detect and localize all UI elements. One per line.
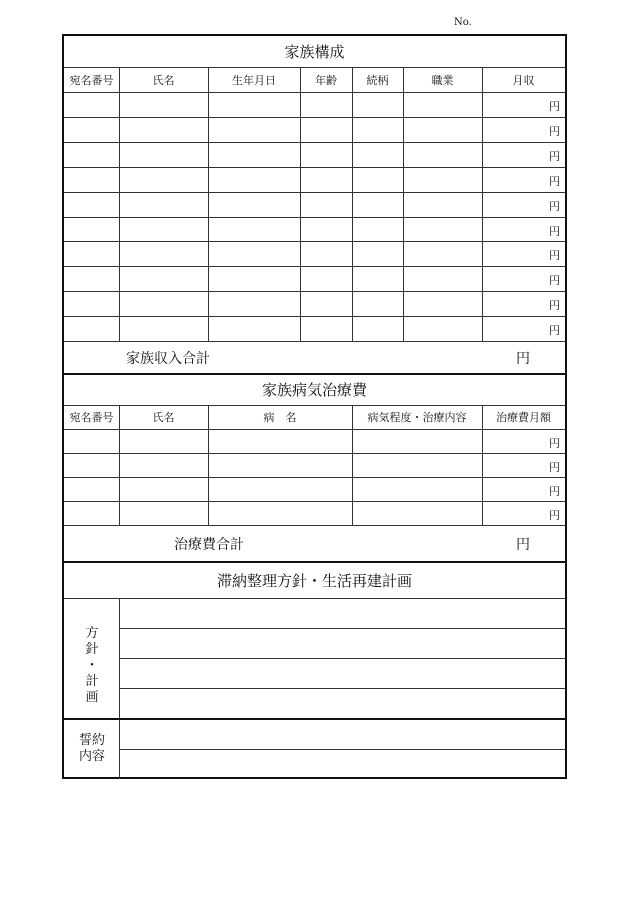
table-row-divider <box>64 477 565 478</box>
table-row-divider <box>64 192 565 193</box>
family-section-title: 家族構成 <box>284 43 345 61</box>
medical-cost-total-unit: 円 <box>516 537 530 553</box>
table-row-divider <box>64 92 565 93</box>
policy-plan-label: 方 針 ・ 計 画 <box>85 626 99 705</box>
yen-suffix: 円 <box>549 174 560 188</box>
tax-arrears-form <box>62 34 567 779</box>
table-row-divider <box>64 217 565 218</box>
table-row-divider <box>64 291 565 292</box>
divider <box>64 341 565 342</box>
family-col-age: 年齢 <box>315 73 337 87</box>
divider <box>119 67 120 341</box>
divider <box>64 598 565 599</box>
medical-col-address-no: 宛名番号 <box>69 411 114 424</box>
divider <box>352 405 353 525</box>
family-col-monthly-income: 月収 <box>512 73 535 87</box>
medical-col-name: 氏名 <box>152 411 175 424</box>
writing-line <box>119 658 565 659</box>
plan-section-title: 滞納整理方針・生活再建計画 <box>216 571 412 590</box>
writing-line <box>119 688 565 689</box>
table-row-divider <box>64 266 565 267</box>
table-row-divider <box>64 117 565 118</box>
family-income-total-unit: 円 <box>516 351 530 367</box>
medical-col-illness: 病 名 <box>263 411 297 424</box>
family-col-occupation: 職業 <box>431 73 454 87</box>
number-label: No. <box>454 17 472 28</box>
yen-suffix: 円 <box>549 199 560 213</box>
table-row-divider <box>64 142 565 143</box>
yen-suffix: 円 <box>549 100 560 113</box>
writing-line <box>119 628 565 629</box>
yen-suffix: 円 <box>549 124 560 138</box>
yen-suffix: 円 <box>549 249 560 263</box>
table-row-divider <box>64 453 565 454</box>
family-col-relation: 続柄 <box>366 73 389 87</box>
yen-suffix: 円 <box>549 509 560 522</box>
family-col-address-no: 宛名番号 <box>69 73 114 87</box>
yen-suffix: 円 <box>549 485 560 498</box>
section-divider <box>64 718 565 720</box>
yen-suffix: 円 <box>549 437 560 450</box>
table-row-divider <box>64 501 565 502</box>
pledge-label: 誓約 内容 <box>78 733 105 764</box>
table-row-divider <box>64 241 565 242</box>
medical-cost-total-label: 治療費合計 <box>174 537 244 553</box>
yen-suffix: 円 <box>549 149 560 163</box>
yen-suffix: 円 <box>549 324 560 338</box>
table-row-divider <box>64 316 565 317</box>
yen-suffix: 円 <box>549 299 560 313</box>
family-income-total-label: 家族収入合計 <box>126 351 210 367</box>
divider <box>482 67 483 341</box>
yen-suffix: 円 <box>549 461 560 474</box>
medical-col-monthly-cost: 治療費月額 <box>496 411 551 424</box>
medical-col-condition: 病気程度・治療内容 <box>367 411 467 424</box>
table-row-divider <box>64 429 565 430</box>
divider <box>352 67 353 341</box>
divider <box>119 405 120 525</box>
medical-section-title: 家族病気治療費 <box>261 381 367 399</box>
divider <box>482 405 483 525</box>
family-col-name: 氏名 <box>152 73 175 87</box>
divider <box>300 67 301 341</box>
yen-suffix: 円 <box>549 224 560 238</box>
table-row-divider <box>64 167 565 168</box>
divider <box>208 67 209 341</box>
writing-line <box>119 749 565 750</box>
family-col-birthdate: 生年月日 <box>232 73 276 87</box>
divider <box>208 405 209 525</box>
divider <box>64 525 565 526</box>
yen-suffix: 円 <box>549 274 560 288</box>
divider <box>403 67 404 341</box>
